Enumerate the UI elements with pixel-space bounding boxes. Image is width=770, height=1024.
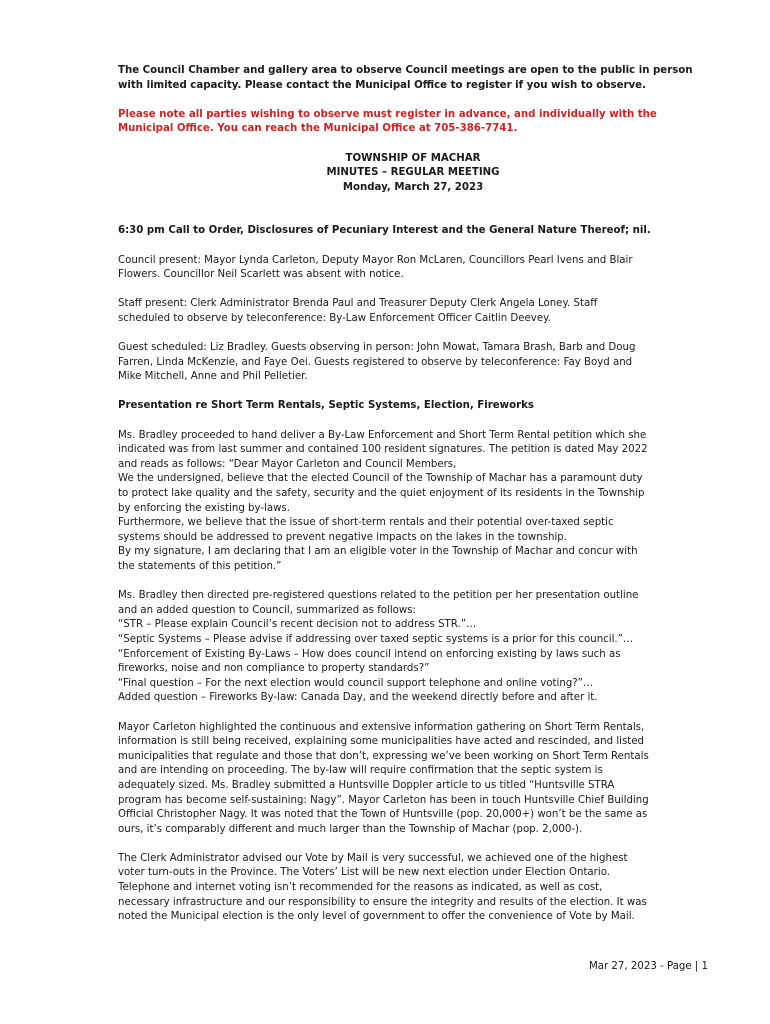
paragraph-line: Official Christopher Nagy. It was noted that the Town of Huntsville (pop. 20,000+) won’t be the same as — [118, 809, 648, 821]
paragraph-line: indicated was from last summer and contained 100 resident signatures. The petition is dated May 2022 — [118, 444, 648, 456]
mayor-response-paragraph — [118, 721, 708, 838]
page-footer: Mar 27, 2023 - Page | 1 — [588, 961, 708, 972]
paragraph-line: Furthermore, we believe that the issue of short-term rentals and their potential over-taxed septic — [118, 517, 614, 529]
paragraph-line: scheduled to observe by teleconference: By-Law Enforcement Officer Caitlin Deevey. — [118, 312, 551, 324]
paragraph-line: “Final question – For the next election would council support telephone and online voting?”… — [118, 677, 594, 689]
paragraph-line: “Septic Systems – Please advise if addressing over taxed septic systems is a prior for this council.”… — [118, 633, 634, 645]
township-title: TOWNSHIP OF MACHAR — [345, 152, 481, 164]
paragraph-line: program has become self-sustaining: Nagy”. Mayor Carleton has been in touch Huntsville Chief Building — [118, 794, 649, 806]
paragraph-line: Farren, Linda McKenzie, and Faye Oei. Guests registered to observe by teleconference: Fay Boyd and — [118, 356, 633, 368]
call-to-order-text: 6:30 pm Call to Order, Disclosures of Pecuniary Interest and the General Nature Thereof; nil. — [118, 225, 651, 237]
paragraph-line: Ms. Bradley then directed pre-registered questions related to the petition per her presentation outline — [118, 590, 639, 602]
paragraph-line: fireworks, noise and non compliance to property standards?” — [118, 663, 430, 675]
paragraph-line: Council present: Mayor Lynda Carleton, Deputy Mayor Ron McLaren, Councillors Pearl Ivens and Blair — [118, 254, 633, 266]
minutes-title: MINUTES – REGULAR MEETING — [326, 167, 500, 179]
paragraph-line: municipalities that regulate and those that don’t, expressing we’ve been working on Short Term Rentals — [118, 750, 649, 762]
document-header — [118, 152, 708, 196]
staff-present — [118, 297, 708, 326]
paragraph-line: Flowers. Councillor Neil Scarlett was absent with notice. — [118, 269, 404, 281]
meeting-date: Monday, March 27, 2023 — [342, 181, 484, 193]
call-to-order — [118, 224, 708, 239]
paragraph-line: noted the Municipal election is the only level of government to offer the convenience of Vote by Mail. — [118, 911, 635, 923]
presentation-heading — [118, 399, 708, 414]
clerk-response-paragraph — [118, 852, 708, 925]
paragraph-line: voter turn-outs in the Province. The Voters’ List will be new next election under Election Ontario. — [118, 867, 610, 879]
paragraph-line: adequately sized. Ms. Bradley submitted a Huntsville Doppler article to us titled “Huntsville STRA — [118, 779, 615, 791]
paragraph-line: Added question – Fireworks By-law: Canada Day, and the weekend directly before and after it. — [118, 692, 598, 704]
paragraph-line: to protect lake quality and the safety, security and the quiet enjoyment of its residents in the Township — [118, 488, 645, 500]
registration-notice — [118, 108, 708, 137]
paragraph-line: We the undersigned, believe that the elected Council of the Township of Machar has a paramount duty — [118, 473, 643, 485]
minutes-document — [118, 64, 708, 939]
guests-list — [118, 341, 708, 385]
paragraph-line: Telephone and internet voting isn’t recommended for the reasons as indicated, as well as cost, — [118, 882, 603, 894]
paragraph-line: and reads as follows: “Dear Mayor Carleton and Council Members, — [118, 458, 457, 470]
paragraph-line: information is still being received, explaining some municipalities have acted and rescinded, and listed — [118, 736, 645, 748]
notice-line: The Council Chamber and gallery area to observe Council meetings are open to the public in person — [118, 65, 693, 76]
notice-line: with limited capacity. Please contact the Municipal Office to register if you wish to observe. — [118, 79, 646, 91]
section-heading: Presentation re Short Term Rentals, Septic Systems, Election, Fireworks — [118, 400, 534, 412]
paragraph-line: Ms. Bradley proceeded to hand deliver a By-Law Enforcement and Short Term Rental petition which she — [118, 429, 647, 441]
paragraph-line: necessary infrastructure and our responsibility to ensure the integrity and results of the election. It was — [118, 896, 647, 908]
notice-line: Municipal Office. You can reach the Municipal Office at 705-386-7741. — [118, 123, 518, 135]
paragraph-line: and an added question to Council, summarized as follows: — [118, 604, 416, 616]
notice-line: Please note all parties wishing to observe must register in advance, and individually with the — [118, 108, 657, 120]
paragraph-line: systems should be addressed to prevent negative impacts on the lakes in the township. — [118, 531, 567, 543]
paragraph-line: Mayor Carleton highlighted the continuous and extensive information gathering on Short Term Rentals, — [118, 721, 645, 733]
paragraph-line: Guest scheduled: Liz Bradley. Guests observing in person: John Mowat, Tamara Brash, Barb and Doug — [118, 342, 636, 354]
paragraph-line: The Clerk Administrator advised our Vote by Mail is very successful, we achieved one of the highest — [118, 852, 628, 864]
paragraph-line: ours, it’s comparably different and much larger than the Township of Machar (pop. 2,000-). — [118, 823, 583, 835]
council-present — [118, 254, 708, 283]
paragraph-line: by enforcing the existing by-laws. — [118, 502, 290, 514]
questions-paragraph — [118, 589, 708, 706]
paragraph-line: Staff present: Clerk Administrator Brenda Paul and Treasurer Deputy Clerk Angela Loney. Staff — [118, 298, 598, 310]
paragraph-line: “Enforcement of Existing By-Laws – How does council intend on enforcing existing by laws such as — [118, 648, 621, 660]
petition-paragraph — [118, 429, 708, 575]
paragraph-line: By my signature, I am declaring that I am an eligible voter in the Township of Machar and concur with — [118, 546, 638, 558]
paragraph-line: and are intending on proceeding. The by-law will require confirmation that the septic system is — [118, 765, 603, 777]
paragraph-line: the statements of this petition.” — [118, 561, 282, 572]
paragraph-line: Mike Mitchell, Anne and Phil Pelletier. — [118, 371, 308, 383]
paragraph-line: “STR – Please explain Council’s recent decision not to address STR.”… — [118, 619, 477, 631]
public-access-notice — [118, 64, 708, 93]
